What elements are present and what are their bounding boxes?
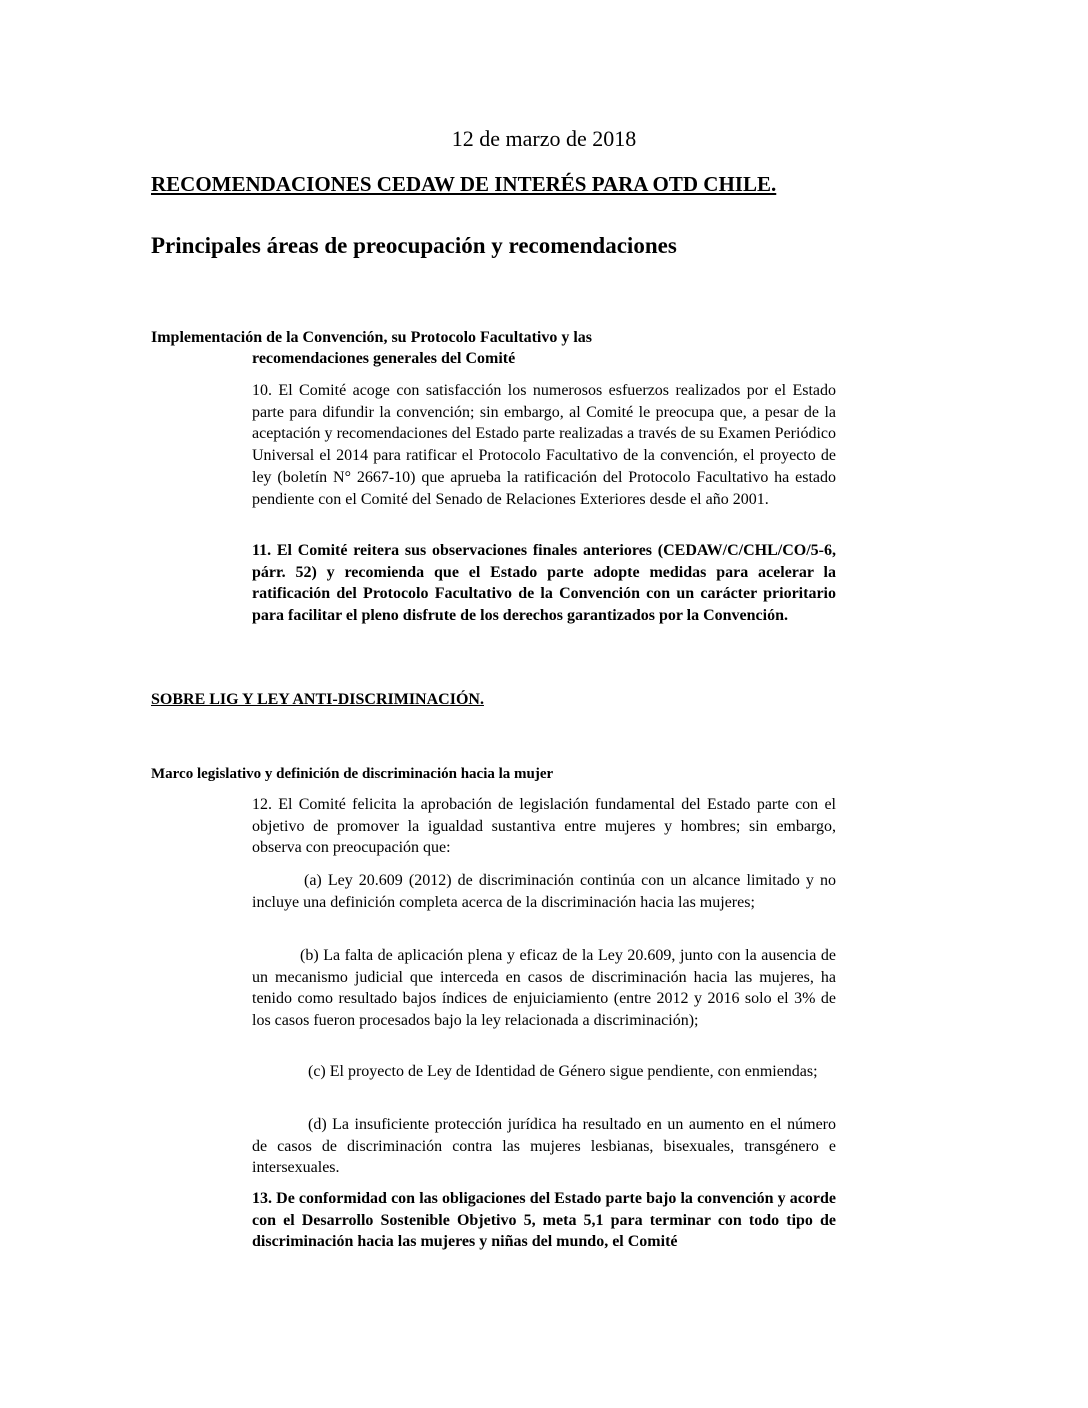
- paragraph-13: 13. De conformidad con las obligaciones del Estado parte bajo la convención y acorde con el Desarrollo Sostenible Objetivo 5, meta 5,1 para terminar con todo tipo de discriminación hacia las mujeres y niñas del mundo, el Comité: [252, 1190, 836, 1251]
- section-heading-lig: SOBRE LIG Y LEY ANTI-DISCRIMINACIÓN.: [151, 691, 484, 708]
- list-item-c: (c) El proyecto de Ley de Identidad de Género sigue pendiente, con enmiendas;: [308, 1063, 818, 1080]
- document-date: 12 de marzo de 2018: [451, 126, 637, 151]
- list-item-d: (d) La insuficiente protección jurídica ha resultado en un aumento en el número de casos de discriminación contra las mujeres lesbianas, bisexuales, transgénero e intersexuales.: [252, 1116, 836, 1177]
- section-heading-line1: Implementación de la Convención, su Protocolo Facultativo y las: [151, 329, 593, 346]
- document-subtitle: Principales áreas de preocupación y recomendaciones: [151, 233, 677, 258]
- section-heading-implementation: [151, 327, 592, 369]
- list-item-a: (a) Ley 20.609 (2012) de discriminación continúa con un alcance limitado y no incluye una definición completa acerca de la discriminación hacia las mujeres;: [252, 872, 836, 911]
- section-heading-marco-legislativo: Marco legislativo y definición de discriminación hacia la mujer: [151, 766, 554, 782]
- section-heading-line2: recomendaciones generales del Comité: [252, 350, 516, 367]
- paragraph-12: 12. El Comité felicita la aprobación de legislación fundamental del Estado parte con el objetivo de promover la igualdad sustantiva entre mujeres y hombres; sin embargo, observa con preocupación que:: [252, 796, 836, 857]
- document-title: RECOMENDACIONES CEDAW DE INTERÉS PARA OTD CHILE.: [151, 172, 777, 196]
- list-item-b: (b) La falta de aplicación plena y eficaz de la Ley 20.609, junto con la ausencia de un mecanismo judicial que interceda en casos de discriminación hacia las mujeres, ha tenido como resultado bajos índices de enjuiciamiento (entre 2012 y 2016 solo el 3% de los casos fueron procesados bajo la ley relacionada a discriminación);: [252, 947, 836, 1030]
- paragraph-11: 11. El Comité reitera sus observaciones finales anteriores (CEDAW/C/CHL/CO/5-6, párr. 52) y recomienda que el Estado parte adopte medidas para acelerar la ratificación del Protocolo Facultativo de la Convención con un carácter prioritario para facilitar el pleno disfrute de los derechos garantizados por la Convención.: [252, 542, 836, 625]
- paragraph-10: 10. El Comité acoge con satisfacción los numerosos esfuerzos realizados por el Estado parte para difundir la convención; sin embargo, al Comité le preocupa que, a pesar de la aceptación y recomendaciones del Estado parte realizadas a través de su Examen Periódico Universal el 2014 para ratificar el Protocolo Facultativo de la convención, el proyecto de ley (boletín N° 2667-10) que aprueba la ratificación del Protocolo Facultativo ha estado pendiente con el Comité del Senado de Relaciones Exteriores desde el año 2001.: [252, 382, 836, 508]
